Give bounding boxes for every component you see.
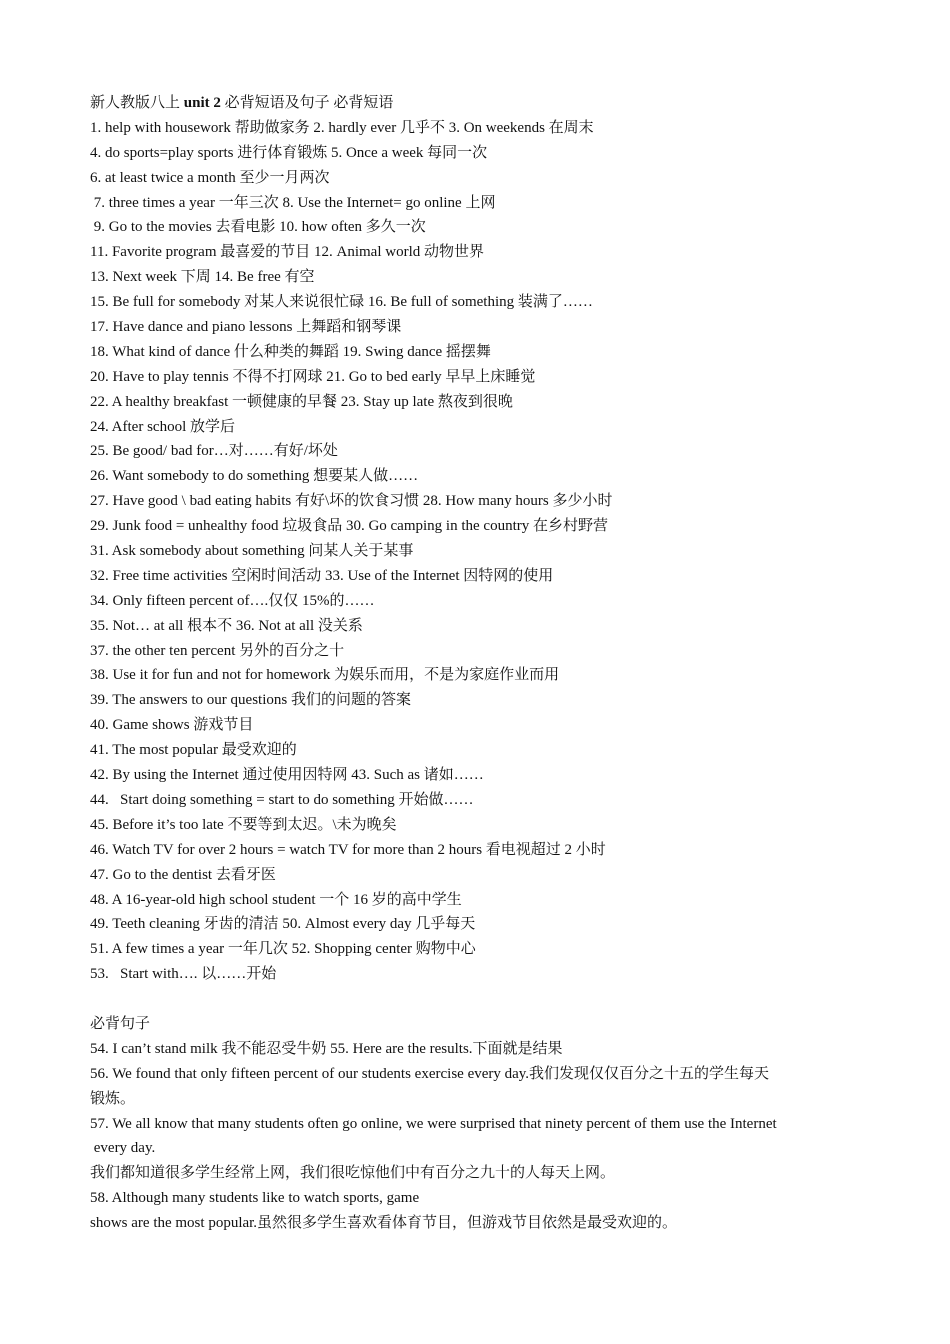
phrase-line: 9. Go to the movies 去看电影 10. how often 多久一次 bbox=[90, 219, 426, 236]
document-body bbox=[90, 91, 870, 1236]
phrase-line: 42. By using the Internet 通过使用因特网 43. Such as 诸如…… bbox=[90, 767, 484, 784]
phrase-line: 51. A few times a year 一年几次 52. Shopping center 购物中心 bbox=[90, 941, 476, 958]
phrase-line: 32. Free time activities 空闲时间活动 33. Use of the Internet 因特网的使用 bbox=[90, 567, 554, 584]
phrase-line: 18. What kind of dance 什么种类的舞蹈 19. Swing dance 摇摆舞 bbox=[90, 343, 491, 360]
sentence-line: 57. We all know that many students often go online, we were surprised that ninety percent of them use the Internet bbox=[90, 1115, 777, 1132]
phrase-line: 47. Go to the dentist 去看牙医 bbox=[90, 866, 276, 883]
phrase-line: 37. the other ten percent 另外的百分之十 bbox=[90, 642, 345, 659]
phrase-line: 34. Only fifteen percent of….仅仅 15%的…… bbox=[90, 592, 375, 609]
phrase-line: 46. Watch TV for over 2 hours = watch TV for more than 2 hours 看电视超过 2 小时 bbox=[90, 841, 606, 858]
sentence-line: 我们都知道很多学生经常上网，我们很吃惊他们中有百分之九十的人每天上网。 bbox=[90, 1165, 616, 1182]
sentence-line: every day. bbox=[90, 1140, 156, 1157]
phrase-line: 31. Ask somebody about something 问某人关于某事 bbox=[90, 543, 414, 560]
phrase-line: 44. Start doing something = start to do something 开始做…… bbox=[90, 791, 474, 808]
phrase-line: 38. Use it for fun and not for homework 为娱乐而用，不是为家庭作业而用 bbox=[90, 667, 560, 684]
phrase-line: 41. The most popular 最受欢迎的 bbox=[90, 742, 297, 759]
phrase-line: 26. Want somebody to do something 想要某人做…… bbox=[90, 468, 419, 485]
phrase-line: 40. Game shows 游戏节目 bbox=[90, 717, 254, 734]
phrase-line: 39. The answers to our questions 我们的问题的答案 bbox=[90, 692, 411, 709]
document-title bbox=[90, 91, 870, 116]
title-suffix: 必背短语及句子 必背短语 bbox=[220, 95, 394, 111]
phrase-line: 45. Before it’s too late 不要等到太迟。\未为晚矣 bbox=[90, 816, 397, 833]
phrase-line: 17. Have dance and piano lessons 上舞蹈和钢琴课 bbox=[90, 319, 402, 336]
section-spacer bbox=[90, 987, 870, 1012]
phrase-line: 35. Not… at all 根本不 36. Not at all 没关系 bbox=[90, 617, 363, 634]
phrase-line: 24. After school 放学后 bbox=[90, 418, 235, 435]
phrase-line: 22. A healthy breakfast 一顿健康的早餐 23. Stay up late 熬夜到很晚 bbox=[90, 393, 513, 410]
phrase-line: 48. A 16-year-old high school student 一个 16 岁的高中学生 bbox=[90, 891, 462, 908]
phrase-line: 20. Have to play tennis 不得不打网球 21. Go to bed early 早早上床睡觉 bbox=[90, 368, 536, 385]
sentence-line: 54. I can’t stand milk 我不能忍受牛奶 55. Here are the results.下面就是结果 bbox=[90, 1040, 563, 1057]
phrase-line: 15. Be full for somebody 对某人来说很忙碌 16. Be full of something 装满了…… bbox=[90, 294, 593, 311]
sentence-line: 58. Although many students like to watch sports, game bbox=[90, 1190, 420, 1207]
phrase-line: 13. Next week 下周 14. Be free 有空 bbox=[90, 269, 315, 286]
phrase-line: 25. Be good/ bad for…对……有好/坏处 bbox=[90, 443, 338, 460]
phrase-line: 6. at least twice a month 至少一月两次 bbox=[90, 169, 330, 186]
phrase-line: 4. do sports=play sports 进行体育锻炼 5. Once a week 每同一次 bbox=[90, 144, 488, 161]
title-prefix: 新人教版八上 bbox=[90, 95, 184, 111]
sentence-line: 56. We found that only fifteen percent of our students exercise every day.我们发现仅仅百分之十五的学生每天 bbox=[90, 1065, 770, 1082]
phrase-line: 1. help with housework 帮助做家务 2. hardly ever 几乎不 3. On weekends 在周末 bbox=[90, 119, 594, 136]
phrase-line: 53. Start with…. 以……开始 bbox=[90, 966, 277, 983]
phrase-line: 27. Have good \ bad eating habits 有好\坏的饮食习惯 28. How many hours 多少小时 bbox=[90, 493, 613, 510]
sentence-line: 锻炼。 bbox=[90, 1090, 136, 1107]
title-unit: unit 2 bbox=[183, 95, 221, 111]
sentence-line: shows are the most popular.虽然很多学生喜欢看体育节目，但游戏节目依然是最受欢迎的。 bbox=[90, 1215, 678, 1232]
phrase-line: 29. Junk food = unhealthy food 垃圾食品 30. Go camping in the country 在乡村野营 bbox=[90, 518, 608, 535]
phrase-line: 49. Teeth cleaning 牙齿的清洁 50. Almost every day 几乎每天 bbox=[90, 916, 476, 933]
phrase-line: 11. Favorite program 最喜爱的节目 12. Animal world 动物世界 bbox=[90, 244, 484, 261]
phrase-line: 7. three times a year 一年三次 8. Use the Internet= go online 上网 bbox=[90, 194, 496, 211]
sentences-heading: 必背句子 bbox=[90, 1015, 151, 1032]
